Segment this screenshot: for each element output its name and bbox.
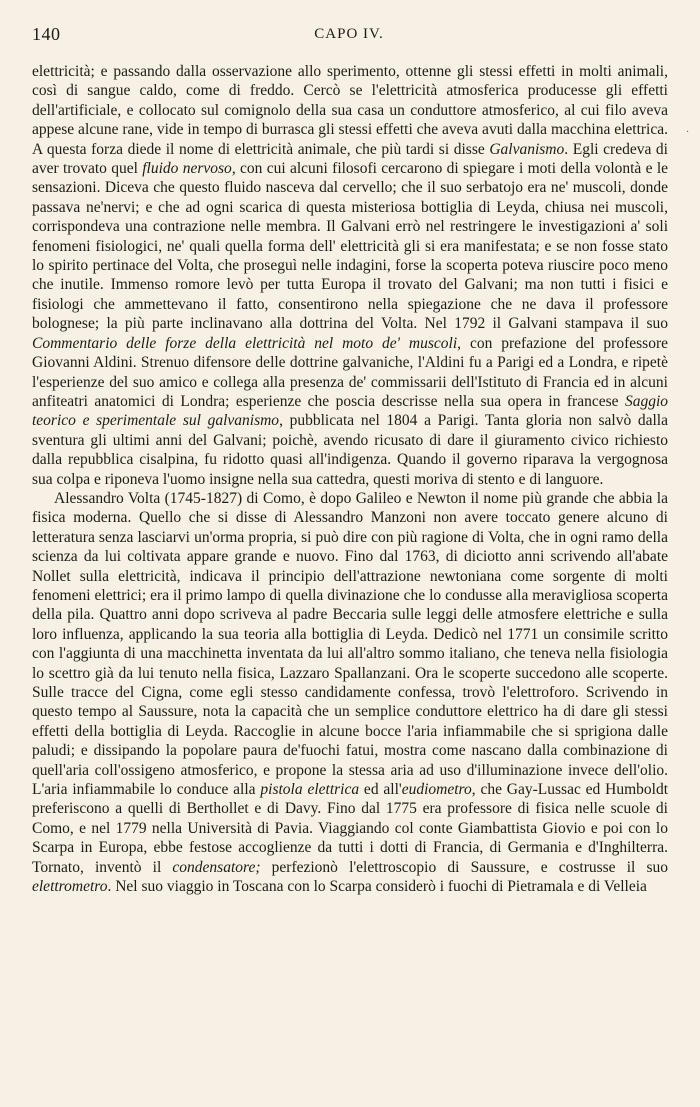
- italic-phrase: fluido nervoso: [142, 160, 232, 178]
- text-run: , con prefazione del professore Giovanni Aldini. Strenuo difensore delle dottrine galvaniche, l'Aldini fu a Parigi ed a Londra, e ripetè l'esperienze del suo amico e collega alla presenza de' commissarii dell'Istituto di Francia ed in alcuni anfiteatri anatomici di Londra; esperienze che poscia descrisse nella sua opera in francese: [32, 334, 668, 410]
- text-run: elettricità; e passando dalla osservazione allo sperimento, ottenne gli stessi effetti in molti animali, così di sangue caldo, come di freddo. Cercò se l'elettricità atmosferica producesse gli effetti dell'artificiale, e collocato sul comignolo della sua casa un conduttore atmosferico, al cui filo aveva appese alcune rane, vide in tempo di burrasca gli stessi effetti che aveva avuti dalla macchina elettrica. A questa forza diede il nome di elettricità animale, che più tardi si disse: [32, 63, 668, 158]
- text-run: ed all': [359, 781, 402, 799]
- page-header: [24, 24, 674, 60]
- text-run: Alessandro Volta (1745-1827) di Como, è dopo Galileo e Newton il nome più grande che abbia la fisica moderna. Quello che si disse di Alessandro Manzoni non avere toccato genere alcuno di letteratura senza lasciarvi un'orma propria, si può dire con più ragione di Volta, che in ogni ramo della scienza da lui coltivata appare grande e nuovo. Fino dal 1763, di diciotto anni scrivendo all'abate Nollet sulla elettricità, indicava il principio dell'attrazione newtoniana come sorgente di molti fenomeni elettrici; era il primo lampo di quella divinazione che lo condusse alla meravigliosa scoperta della pila. Quattro anni dopo scriveva al padre Beccaria sulle leggi delle atmosfere elettriche e sulla loro influenza, applicando la sua teoria alla bottiglia di Leyda. Dedicò nel 1771 un consimile scritto con l'aggiunta di una macchinetta inventata da lui all'altro sommo italiano, che teneva nella fisiologia lo scettro già da lui tenuto nella fisica, Lazzaro Spallanzani. Ora le scoperte succedono alle scoperte. Sulle tracce del Cigna, come egli stesso candidamente confessa, trovò l'elettroforo. Scrivendo in questo tempo al Saussure, nota la capacità che un semplice conduttore elettrico ha di dare gli stessi effetti della bottiglia di Leyda. Raccoglie in alcune bocce l'aria infiammabile che si sprigiona dalle paludi; e dissipando la popolare paura de'fuochi fatui, mostra come nascano dalla combinazione di quell'aria coll'ossigeno atmosferico, e propone la stessa aria ad uso d'illuminazione invece dell'olio. L'aria infiammabile lo conduce alla: [32, 489, 668, 799]
- running-title: CAPO IV.: [314, 26, 384, 42]
- margin-dot: ·: [686, 127, 690, 138]
- paragraph-galvani: [32, 62, 668, 489]
- text-run: perfezionò l'elettroscopio di Saussure, e costrusse il suo: [260, 858, 668, 876]
- body-text: [32, 62, 668, 896]
- italic-phrase: Galvanismo: [489, 140, 565, 158]
- italic-phrase: elettrometro: [32, 878, 108, 896]
- text-run: , che Gay-Lussac ed Humboldt preferiscono a quelli di Berthollet e di Davy. Fino dal 1775 era professore di fisica nelle scuole di Como, e nel 1779 nella Università di Pavia. Viaggiando col conte Giambattista Giovio e poi con lo Scarpa in Europa, ebbe festose accoglienze da tutti i dotti di Francia, di Germania e d'Inghilterra. Tornato, inventò il: [32, 781, 668, 876]
- book-page: [24, 24, 690, 1084]
- text-run: . Egli credeva di aver trovato quel: [32, 140, 668, 178]
- text-run: , pubblicata nel 1804 a Parigi. Tanta gloria non salvò dalla sventura gli ultimi anni del Galvani; poichè, avendo ricusato di dare il giuramento civico richiesto dalla repubblica cisalpina, fu ridotto quasi all'indigenza. Quando il governo riparava la vergognosa sua colpa e riponeva l'uomo insigne nella sua cattedra, questi moriva di stento e di languore.: [32, 412, 668, 488]
- italic-phrase: Saggio teorico e sperimentale sul galvanismo: [32, 392, 668, 430]
- italic-phrase: condensatore;: [172, 858, 261, 876]
- italic-phrase: pistola elettrica: [260, 781, 360, 799]
- italic-phrase: Commentario delle forze della elettricità nel moto de' muscoli: [32, 334, 458, 352]
- text-run: , con cui alcuni filosofi cercarono di spiegare i moti della volontà e le sensazioni. Diceva che questo fluido nasceva dal cervello; che il suo serbatojo era ne' muscoli, donde passava ne'nervi; e che ad ogni scarica di questa misteriosa bottiglia di Leyda, chiusa nei muscoli, corrispondeva una contrazione nelle membra. Il Galvani errò nel restringere le investigazioni a' soli fenomeni fisiologici, ne' quali quella forma dell' elettricità gli si era manifestata; e se non fosse stato lo spirito pertinace del Volta, che proseguì nelle indagini, forse la scoperta poteva riuscire poco meno che inutile. Immenso romore levò per tutta Europa il trovato del Galvani; ma non tutti i fisici e fisiologi che ammettevano il fatto, consentirono nella spiegazione che ne dava il professore bolognese; la più parte inclinavano alla dottrina del Volta. Nel 1792 il Galvani stampava il suo: [32, 160, 669, 333]
- page-number: 140: [32, 24, 61, 44]
- italic-phrase: eudiometro: [401, 781, 472, 799]
- paragraph-volta: [32, 489, 668, 897]
- text-run: . Nel suo viaggio in Toscana con lo Scarpa considerò i fuochi di Pietramala e di Velleia: [107, 878, 647, 896]
